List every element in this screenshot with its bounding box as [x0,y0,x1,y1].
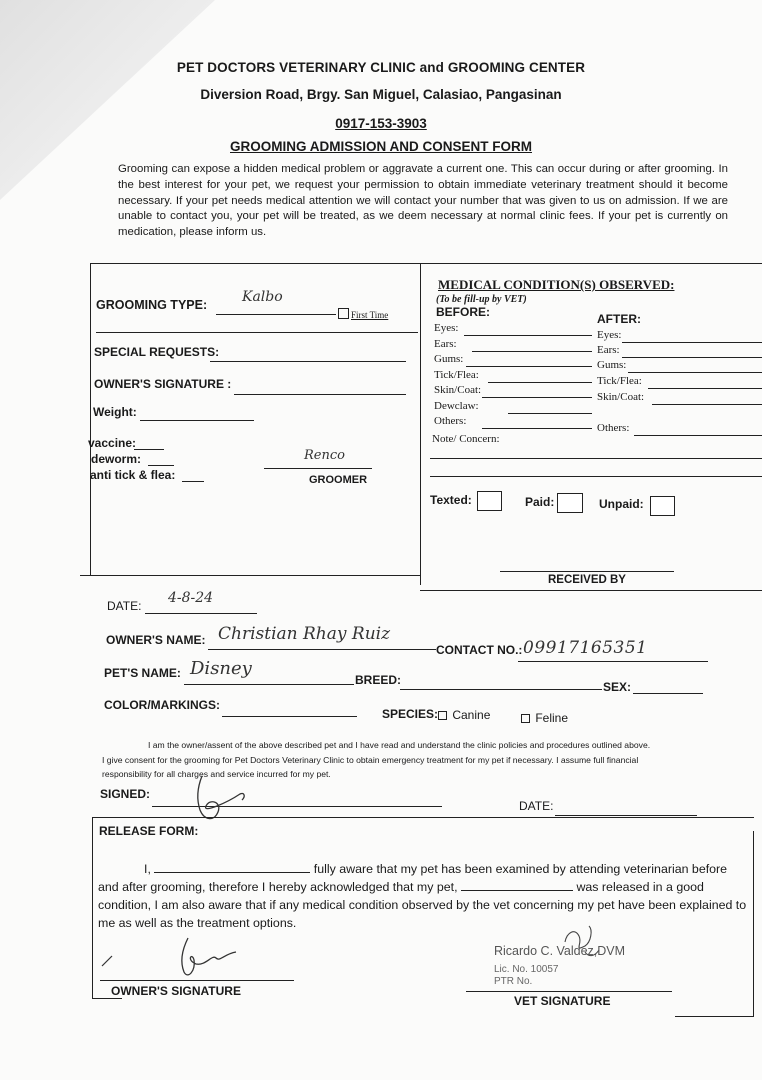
before-field-line[interactable] [482,397,592,398]
groomer-label: GROOMER [309,474,368,486]
release-owner-blank[interactable] [154,862,310,873]
after-field-label: Ears: [597,344,620,356]
clinic-name: PET DOCTORS VETERINARY CLINIC and GROOMING CENTER [176,60,586,75]
feline-option[interactable] [521,711,568,725]
medical-subtitle: (To be fill-up by VET) [436,294,527,305]
color-line[interactable] [222,716,357,717]
first-time-checkbox-wrap[interactable] [338,305,388,323]
release-box-right [753,831,754,1017]
consent-line-2: I give consent for the grooming for Pet Doctors Veterinary Clinic to obtain emergency treatment for my pet if necessary. I assume full financial [102,754,639,765]
clinic-phone-wrap [0,116,762,131]
owner-signature-label: OWNER'S SIGNATURE : [94,377,232,391]
feline-checkbox[interactable] [521,714,530,723]
contact-line[interactable] [518,661,708,662]
owner-name-value: Christian Rhay Ruiz [218,624,391,644]
weight-label: Weight: [93,405,137,419]
after-field-line[interactable] [634,435,762,436]
release-owner-signature-line[interactable] [100,980,294,981]
before-field-label: Skin/Coat: [434,384,482,396]
canine-option[interactable] [438,708,490,722]
release-text-2: fully aware that my pet has been examined by attending veterinarian before and after grooming, therefore I hereby acknowledged that my pet, [98,862,728,894]
note-line-2[interactable] [430,476,762,477]
deworm-label: deworm: [91,452,142,466]
owner-signature-line[interactable] [234,394,406,395]
sex-label: SEX: [603,680,632,694]
weight-line[interactable] [140,420,254,421]
vet-name: Ricardo C. Valdez,DVM [494,944,626,958]
vet-signature-line[interactable] [466,991,672,992]
received-by-line[interactable] [500,571,674,572]
unpaid-label: Unpaid: [599,497,644,511]
box-divider [420,263,421,585]
vet-signature-label: VET SIGNATURE [514,994,611,1008]
before-field-label: Ears: [434,338,457,350]
release-box-top [92,817,754,818]
release-box-left [92,817,93,998]
before-field-line[interactable] [482,428,592,429]
box-bottom-right [420,590,762,591]
after-field-line[interactable] [648,388,762,389]
paid-label: Paid: [525,495,555,509]
release-box-bottom-left [92,998,122,999]
grooming-extra-line [96,332,418,333]
after-field-line[interactable] [622,342,762,343]
species-label: SPECIES: [382,707,439,721]
antitick-label: anti tick & flea: [90,468,176,482]
consent-date-line[interactable] [555,815,697,816]
release-box-bottom-right [675,1016,754,1017]
consent-line-3: responsibility for all charges and service incurred for my pet. [102,769,331,779]
release-text-1: I, [144,862,151,876]
contact-label: CONTACT NO.: [436,643,523,657]
vaccine-label: vaccine: [88,436,137,450]
before-field-label: Dewclaw: [434,400,479,412]
note-label: Note/ Concern: [432,433,500,445]
note-line-1[interactable] [430,458,762,459]
after-field-label: Others: [597,422,630,434]
special-requests-line[interactable] [210,361,406,362]
box-bottom-left [80,575,420,576]
breed-line[interactable] [400,689,602,690]
release-pet-blank[interactable] [461,880,573,891]
vaccine-line[interactable] [134,449,164,450]
paid-checkbox[interactable] [557,493,583,513]
sex-line[interactable] [633,693,703,694]
release-paragraph [98,860,748,932]
feline-label: Feline [535,711,569,725]
breed-label: BREED: [355,673,402,687]
date-label: DATE: [107,599,142,613]
before-field-line[interactable] [464,335,592,336]
unpaid-checkbox[interactable] [650,496,675,516]
texted-label: Texted: [430,493,472,507]
vet-lic-no: Lic. No. 10057 [494,964,559,975]
clinic-address: Diversion Road, Brgy. San Miguel, Calasiao, Pangasinan [200,87,562,102]
medical-title: MEDICAL CONDITION(S) OBSERVED: [438,277,675,292]
form-title: GROOMING ADMISSION AND CONSENT FORM [230,139,532,154]
owner-name-label: OWNER'S NAME: [106,633,206,647]
before-field-label: Gums: [434,353,464,365]
before-label: BEFORE: [436,305,490,319]
box-left-border [90,263,91,575]
before-field-label: Others: [434,415,467,427]
after-field-label: Eyes: [597,329,622,341]
after-field-line[interactable] [652,404,762,405]
box-top-border [90,263,762,264]
antitick-line[interactable] [182,481,204,482]
form-title-wrap [0,139,762,154]
contact-value: 09917165351 [523,638,648,658]
first-time-label: First Time [351,310,389,320]
grooming-type-value: Kalbo [242,289,283,305]
after-label: AFTER: [597,312,641,326]
vet-ptr-no: PTR No. [494,976,533,987]
pet-name-label: PET'S NAME: [104,666,181,680]
grooming-type-label: GROOMING TYPE: [96,298,208,312]
date-line[interactable] [145,613,257,614]
before-field-label: Eyes: [434,322,459,334]
consent-line-1: I am the owner/assent of the above described pet and I have read and understand the clinic policies and procedures outlined above. [148,740,651,750]
before-field-label: Tick/Flea: [434,369,479,381]
after-field-label: Gums: [597,359,627,371]
special-requests-label: SPECIAL REQUESTS: [94,345,220,359]
groomer-line[interactable] [264,468,372,469]
after-field-label: Skin/Coat: [597,391,645,403]
release-owner-signature-scribble [96,930,256,980]
before-field-line[interactable] [508,413,592,414]
grooming-type-line[interactable] [216,314,336,315]
release-text-3: was released in a good condition, I am also aware that if any medical condition observed by the vet concerning my pet have been explained to me as well as the treatment options. [98,880,747,930]
texted-checkbox[interactable] [477,491,502,511]
pet-name-value: Disney [190,658,252,679]
canine-checkbox[interactable] [438,711,447,720]
owner-name-line[interactable] [208,649,436,650]
signed-label: SIGNED: [100,787,151,801]
color-label: COLOR/MARKINGS: [104,698,220,712]
consent-date-label: DATE: [519,799,554,813]
received-by-label: RECEIVED BY [548,574,626,586]
groomer-name: Renco [304,448,345,463]
clinic-phone: 0917-153-3903 [335,116,427,131]
pet-name-line[interactable] [184,684,354,685]
deworm-line[interactable] [148,465,174,466]
release-owner-signature-label: OWNER'S SIGNATURE [111,984,241,998]
release-title: RELEASE FORM: [99,824,199,838]
date-value: 4-8-24 [168,590,214,606]
after-field-line[interactable] [628,372,762,373]
canine-label: Canine [452,708,491,722]
before-field-line[interactable] [472,351,592,352]
before-field-line[interactable] [488,382,592,383]
before-field-line[interactable] [466,366,592,367]
first-time-checkbox[interactable] [338,308,349,319]
intro-paragraph: Grooming can expose a hidden medical problem or aggravate a current one. This can occur during or after grooming. In the best interest for your pet, we request your permission to obtain immediate veterinary treatment should it become necessary. If your pet needs medical attention we will contact your number that was given to us on admission. If we are unable to contact you, your pet will be treated, as we deem necessary at normal clinic fees. If your pet is currently on medication, please inform us. [118,163,728,239]
after-field-line[interactable] [622,357,762,358]
after-field-label: Tick/Flea: [597,375,642,387]
